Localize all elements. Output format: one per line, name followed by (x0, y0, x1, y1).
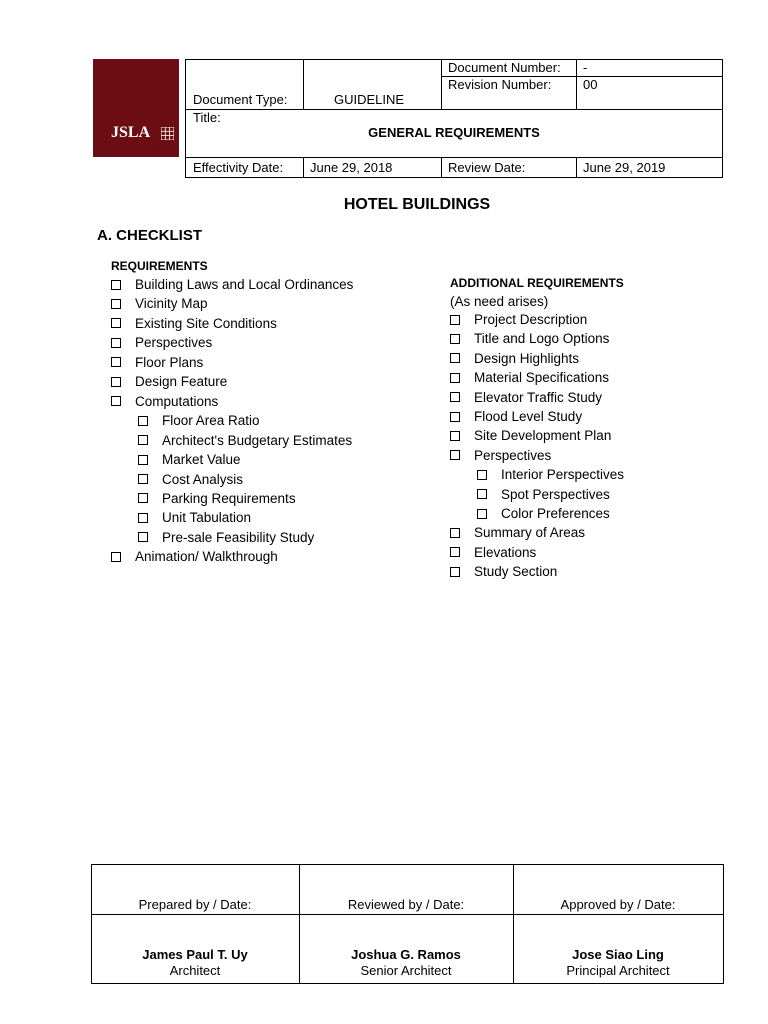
checklist-item-label: Existing Site Conditions (135, 315, 277, 331)
revision-label: Revision Number: (448, 77, 552, 92)
additional-title: ADDITIONAL REQUIREMENTS (450, 276, 624, 290)
checklist-item (450, 409, 582, 424)
checkbox[interactable] (477, 509, 487, 519)
checkbox[interactable] (450, 353, 460, 363)
checklist-item (450, 390, 602, 405)
checklist-item (111, 316, 277, 331)
checklist-item-label: Floor Area Ratio (162, 413, 260, 429)
checklist-item (138, 433, 352, 448)
checkbox[interactable] (477, 489, 487, 499)
checkbox[interactable] (450, 547, 460, 557)
checklist-item (111, 277, 353, 292)
checkbox[interactable] (450, 450, 460, 460)
checklist-item-label: Title and Logo Options (474, 331, 610, 347)
checkbox[interactable] (111, 280, 121, 290)
checklist-item (450, 351, 579, 366)
checkbox[interactable] (138, 474, 148, 484)
checklist-item (450, 370, 609, 385)
doc-type-label: Document Type: (193, 92, 288, 107)
checklist-item (450, 448, 551, 463)
signatory-name: Joshua G. Ramos (351, 947, 461, 962)
signatory-role: Architect (169, 963, 221, 978)
checkbox[interactable] (450, 334, 460, 344)
checklist-item (111, 549, 278, 564)
checkbox[interactable] (111, 377, 121, 387)
checklist-item (450, 545, 536, 560)
checklist-item-label: Perspectives (474, 447, 552, 463)
checklist-item (111, 394, 218, 409)
checklist-item (450, 564, 557, 579)
checkbox[interactable] (138, 493, 148, 503)
page-heading: HOTEL BUILDINGS (343, 196, 491, 213)
logo-subtitle: ARCHITECTS (93, 146, 173, 160)
checklist-item-label: Interior Perspectives (501, 467, 625, 483)
doc-number-value: - (583, 60, 588, 75)
checkbox[interactable] (138, 435, 148, 445)
checkbox[interactable] (111, 396, 121, 406)
section-title: A. CHECKLIST (97, 227, 202, 244)
additional-note: (As need arises) (450, 294, 549, 309)
checklist-item (477, 506, 610, 521)
checklist-item-label: Pre-sale Feasibility Study (162, 529, 315, 545)
review-date-label: Review Date: (448, 160, 526, 175)
checkbox[interactable] (138, 513, 148, 523)
document-title: GENERAL REQUIREMENTS (368, 125, 540, 140)
checkbox[interactable] (138, 532, 148, 542)
checkbox[interactable] (450, 431, 460, 441)
checkbox[interactable] (138, 455, 148, 465)
signatory-role: Principal Architect (566, 963, 670, 978)
checklist-item (450, 525, 585, 540)
checklist-item (138, 491, 296, 506)
signature-label: Reviewed by / Date: (347, 897, 465, 912)
checklist-item-label: Vicinity Map (135, 296, 208, 312)
checklist-item (477, 487, 610, 502)
checklist-item-label: Building Laws and Local Ordinances (135, 277, 354, 292)
checklist-item (477, 467, 624, 482)
checkbox[interactable] (450, 373, 460, 383)
checklist-item-label: Animation/ Walkthrough (135, 549, 278, 565)
effectivity-label: Effectivity Date: (193, 160, 284, 175)
checkbox[interactable] (111, 357, 121, 367)
checklist-item-label: Summary of Areas (474, 525, 586, 541)
checklist-item (138, 530, 314, 545)
logo-emblem-icon (161, 127, 174, 140)
signatory-name: Jose Siao Ling (572, 947, 664, 962)
checklist-item-label: Market Value (162, 452, 241, 468)
checklist-item (450, 331, 609, 346)
doc-type-value: GUIDELINE (334, 92, 405, 107)
checklist-item (111, 355, 203, 370)
checklist-item-label: Computations (135, 393, 219, 409)
checklist-item-label: Unit Tabulation (162, 510, 252, 526)
checklist-item-label: Design Highlights (474, 350, 580, 366)
checkbox[interactable] (138, 416, 148, 426)
checklist-item-label: Project Description (474, 312, 588, 327)
company-logo (93, 59, 179, 157)
checkbox[interactable] (111, 318, 121, 328)
requirements-title: REQUIREMENTS (111, 259, 208, 273)
checklist-item-label: Cost Analysis (162, 471, 244, 487)
checkbox[interactable] (450, 315, 460, 325)
checklist-item-label: Elevator Traffic Study (474, 389, 603, 405)
checkbox[interactable] (450, 392, 460, 402)
checklist-item-label: Flood Level Study (474, 409, 583, 424)
checkbox[interactable] (111, 338, 121, 348)
checklist-item (450, 428, 611, 443)
checklist-item-label: Architect's Budgetary Estimates (162, 432, 353, 448)
signatory-role: Senior Architect (360, 963, 452, 978)
checkbox[interactable] (450, 528, 460, 538)
checklist-item (450, 312, 587, 327)
effectivity-value: June 29, 2018 (310, 160, 393, 175)
checklist-item-label: Spot Perspectives (501, 486, 610, 502)
checklist-item (111, 335, 212, 350)
checklist-item-label: Design Feature (135, 374, 228, 390)
checklist-item (111, 296, 208, 311)
checklist-item (111, 374, 227, 389)
checklist-item (138, 472, 243, 487)
checklist-item-label: Color Preferences (501, 506, 610, 521)
checklist-item-label: Elevations (474, 544, 537, 560)
checkbox[interactable] (477, 470, 487, 480)
doc-number-label: Document Number: (448, 60, 561, 75)
signature-label: Prepared by / Date: (138, 897, 252, 912)
revision-value: 00 (583, 77, 598, 92)
checkbox[interactable] (450, 567, 460, 577)
checklist-item-label: Perspectives (135, 335, 213, 351)
checklist-item-label: Study Section (474, 564, 558, 580)
checklist-item-label: Material Specifications (474, 370, 610, 386)
checklist-item (138, 510, 251, 525)
checklist-item (138, 452, 241, 467)
checklist-item (138, 413, 260, 428)
review-date-value: June 29, 2019 (583, 160, 666, 175)
checklist-item-label: Parking Requirements (162, 490, 296, 506)
checklist-item-label: Floor Plans (135, 354, 204, 370)
checkbox[interactable] (111, 299, 121, 309)
checkbox[interactable] (111, 552, 121, 562)
title-label: Title: (193, 110, 221, 125)
signatory-name: James Paul T. Uy (142, 947, 248, 962)
signature-label: Approved by / Date: (560, 897, 676, 912)
checkbox[interactable] (450, 412, 460, 422)
checklist-item-label: Site Development Plan (474, 428, 612, 444)
